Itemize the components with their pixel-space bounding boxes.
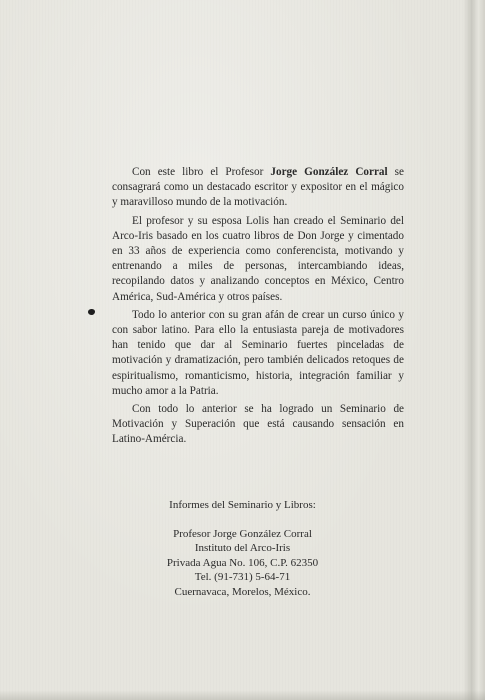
ink-dot-mark <box>88 309 95 315</box>
bottom-edge <box>0 690 485 700</box>
paragraph-3: Todo lo anterior con su gran afán de crear un curso único y con sabor latino. Para ello la entusiasta pareja de motivadores han tenido que dar al Seminario fuertes pinceladas de motivación y dramatización, pero también delicados retoques de espiritualismo, romanticismo, historia, integración familiar y mucho amor a la Patria. <box>112 308 404 397</box>
contact-institute: Instituto del Arco-Iris <box>194 542 291 555</box>
contact-name: Profesor Jorge González Corral <box>173 528 312 540</box>
paragraph-4: Con todo lo anterior se ha logrado un Seminario de Motivación y Superación que está causando sensación en Latino-Amércia. <box>112 403 404 446</box>
paragraph-1-rest: se consagrará como un destacado escritor y expositor en el mágico y maravilloso mundo de la motivación. <box>112 166 404 209</box>
author-name: Jorge González Corral <box>270 166 388 178</box>
contact-block <box>0 527 485 599</box>
contact-heading: Informes del Seminario y Libros: <box>169 499 316 511</box>
paragraph-2: El profesor y su esposa Lolis han creado el Seminario del Arco-Iris basado en los cuatro libros de Don Jorge y cimentado en 33 años de experiencia como conferencista, motivando y entrenando a miles de personas, intercambiando ideas, recopilando datos y analizando conceptos en México, Centro América, Sud-América y otros países. <box>112 214 404 303</box>
paragraph-1-intro: Con este libro el Profesor <box>132 166 271 178</box>
paragraph-1 <box>112 165 404 211</box>
promo-text-block <box>112 165 404 451</box>
contact-city: Cuernavaca, Morelos, México. <box>174 585 311 598</box>
contact-phone: Tel. (91-731) 5-64-71 <box>194 571 291 584</box>
contact-address: Privada Agua No. 106, C.P. 62350 <box>166 556 319 569</box>
